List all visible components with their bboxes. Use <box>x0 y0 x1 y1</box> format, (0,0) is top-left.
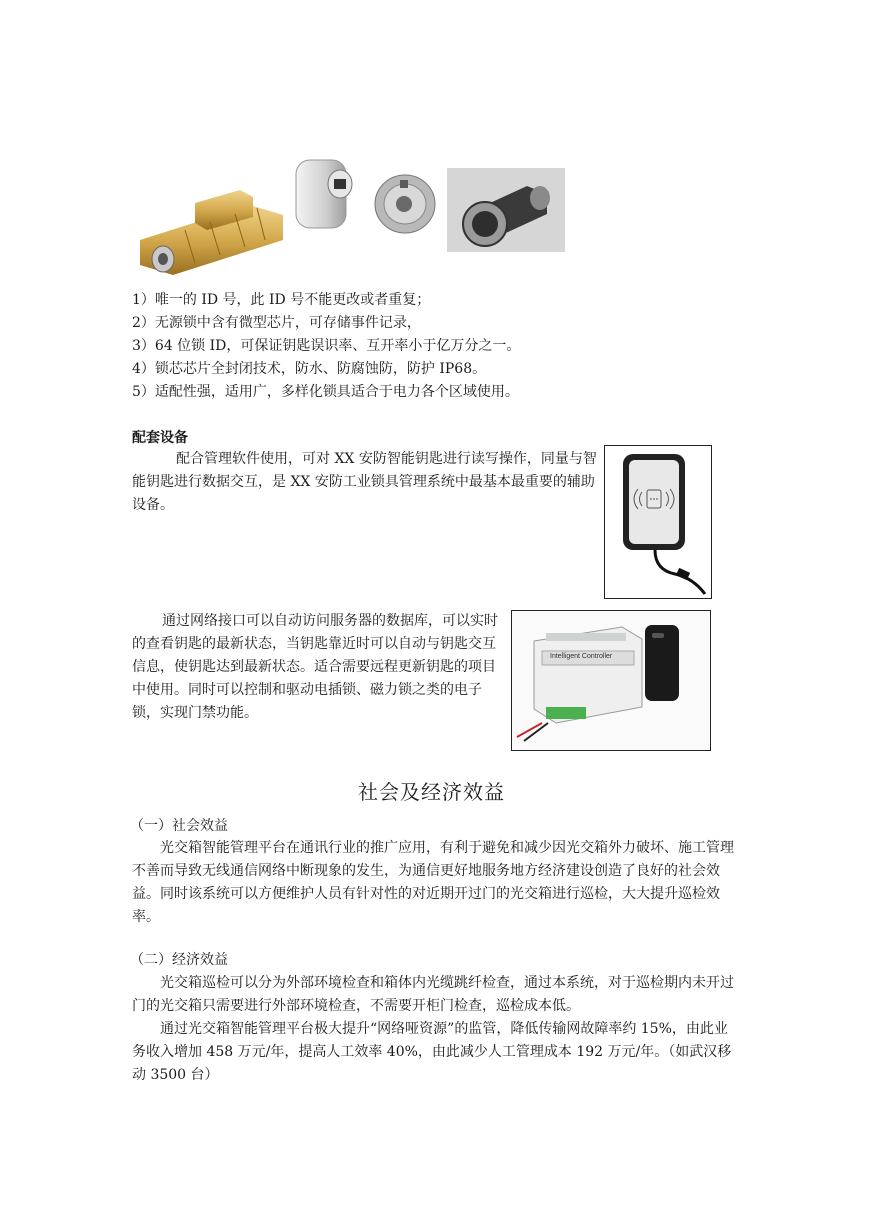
support-equipment-heading: 配套设备 <box>132 430 188 446</box>
controller-label: Intelligent Controller <box>550 653 613 660</box>
feature-item: 1）唯一的 ID 号，此 ID 号不能更改或者重复； <box>132 292 431 308</box>
lock-core-disc-image <box>370 170 440 238</box>
social-benefit-text: 光交箱智能管理平台在通讯行业的推广应用，有利于避免和减少因光交箱外力破坏、施工管理不善而导致无线通信网络中断现象的发生，为通信更好地服务地方经济建设创造了良好的社会效益。同时该系统可以方便维护人员有针对性的对近期开过门的光交箱进行巡检，大大提升巡检效率。 <box>132 840 734 925</box>
intelligent-controller-image <box>511 610 711 751</box>
brass-lock-cylinder-image <box>135 185 285 280</box>
controller-description: 通过网络接口可以自动访问服务器的数据库，可以实时的查看钥匙的最新状态，当钥匙靠近时可以自动与钥匙交互信息，使钥匙达到最新状态。适合需要远程更新钥匙的项目中使用。同时可以控制和驱动电插锁、磁力锁之类的电子锁，实现门禁功能。 <box>132 613 498 721</box>
social-benefit-heading: （一）社会效益 <box>130 818 228 834</box>
economic-benefit-text-1: 光交箱巡检可以分为外部环境检查和箱体内光缆跳纤检查，通过本系统，对于巡检期内未开过门的光交箱只需要进行外部环境检查，不需要开柜门检查，巡检成本低。 <box>132 975 734 1014</box>
economic-benefit-text-2: 通过光交箱智能管理平台极大提升“网络哑资源”的监管，降低传输网故障率约 15%，由此业务收入增加 458 万元/年，提高人工效率 40%，由此减少人工管理成本 192 万元/年。（如武汉移动 3500 台） <box>132 1021 732 1083</box>
feature-item: 2）无源锁中含有微型芯片，可存储事件记录， <box>132 315 421 331</box>
card-reader-image <box>604 445 712 599</box>
economic-benefit-heading: （二）经济效益 <box>130 952 228 968</box>
feature-item: 4）锁芯芯片全封闭技术，防水、防腐蚀防，防护 IP68。 <box>132 361 487 377</box>
silver-lock-cylinder-image <box>290 152 362 234</box>
reader-description: 配合管理软件使用，可对 XX 安防智能钥匙进行读写操作，同量与智能钥匙进行数据交互，是 XX 安防工业锁具管理系统中最基本最重要的辅助设备。 <box>132 451 597 513</box>
feature-item: 3）64 位锁 ID，可保证钥匙误识率、互开率小于亿万分之一。 <box>132 338 521 354</box>
benefits-title: 社会及经济效益 <box>358 780 505 804</box>
feature-item: 5）适配性强，适用广，多样化锁具适合于电力各个区域使用。 <box>132 384 519 400</box>
dark-lock-cylinder-photo <box>447 168 565 252</box>
